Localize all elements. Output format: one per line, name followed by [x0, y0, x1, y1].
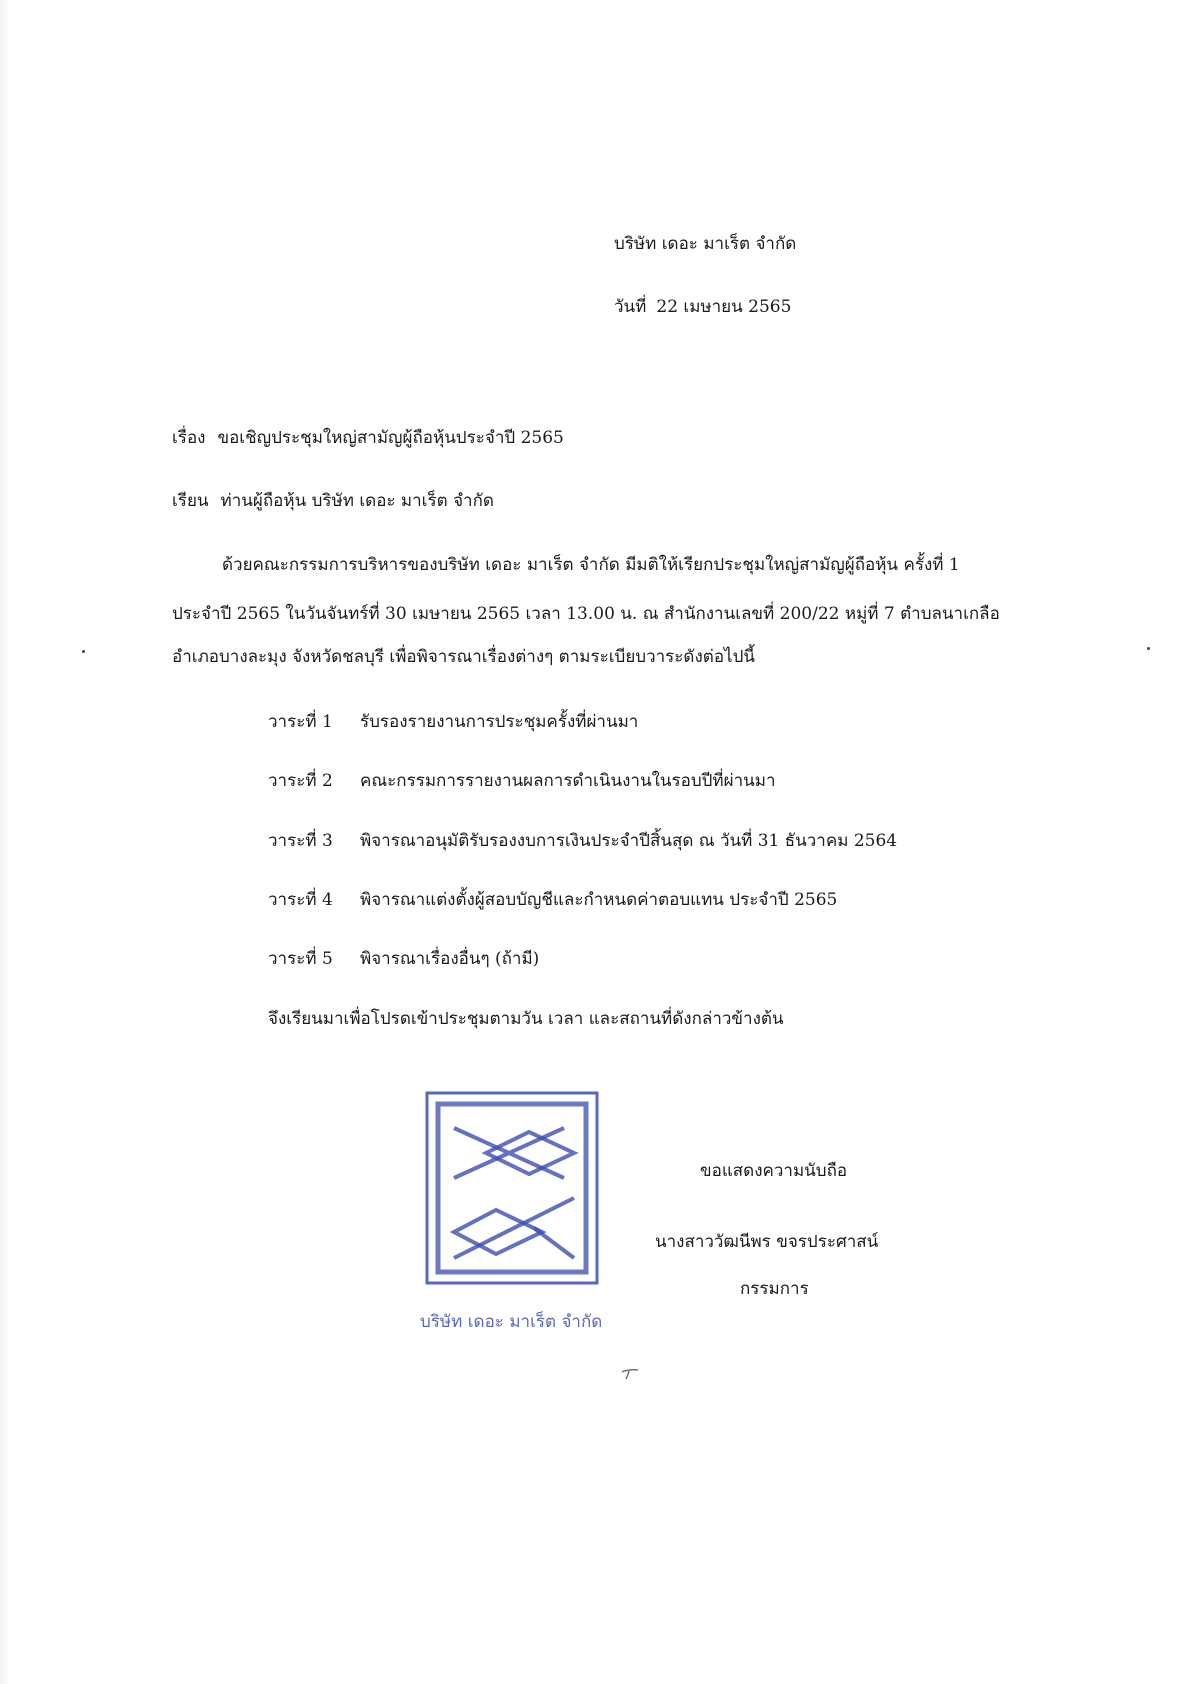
salutation-line: [172, 490, 494, 512]
agenda-number: วาระที่ 3: [268, 831, 333, 851]
agenda-item-2: [268, 770, 776, 792]
date-line: [614, 296, 791, 318]
date-label: วันที่: [614, 297, 647, 317]
scan-edge-shade: [0, 0, 10, 1684]
regards-line: ขอแสดงความนับถือ: [700, 1161, 848, 1181]
signer-name: นางสาววัฒนีพร ขจรประศาสน์: [655, 1232, 879, 1252]
seal-lower-diamond: [454, 1210, 542, 1254]
seal-upper-cross: [454, 1128, 564, 1178]
agenda-text: พิจารณาเรื่องอื่นๆ (ถ้ามี): [360, 949, 540, 969]
agenda-item-3: [268, 830, 897, 852]
seal-lower-tail: [534, 1228, 574, 1258]
seal-caption: บริษัท เดอะ มาเร็ต จำกัด: [420, 1312, 603, 1332]
agenda-number: วาระที่ 5: [268, 949, 333, 969]
agenda-number: วาระที่ 2: [268, 771, 333, 791]
salutation-label: เรียน: [172, 491, 209, 511]
subject-label: เรื่อง: [172, 428, 206, 448]
agenda-item-4: [268, 889, 837, 911]
agenda-number: วาระที่ 4: [268, 890, 333, 910]
salutation-text: ท่านผู้ถือหุ้น บริษัท เดอะ มาเร็ต จำกัด: [220, 491, 494, 511]
signer-title: กรรมการ: [740, 1279, 809, 1299]
body-line-3: อำเภอบางละมุง จังหวัดชลบุรี เพื่อพิจารณาเรื่องต่างๆ ตามระเบียบวาระดังต่อไปนี้: [172, 647, 755, 667]
body-line-2: ประจำปี 2565 ในวันจันทร์ที่ 30 เมษายน 2565 เวลา 13.00 น. ณ สำนักงานเลขที่ 200/22 หมู่ที่ 7 ตำบลนาเกลือ: [172, 604, 1000, 624]
agenda-text: รับรองรายงานการประชุมครั้งที่ผ่านมา: [360, 712, 639, 732]
company-seal: [424, 1090, 600, 1286]
seal-upper-diamond: [486, 1132, 574, 1174]
subject-line: [172, 427, 564, 449]
agenda-text: คณะกรรมการรายงานผลการดำเนินงานในรอบปีที่ผ่านมา: [360, 771, 776, 791]
pen-mark: [620, 1366, 642, 1380]
body-line-1: ด้วยคณะกรรมการบริหารของบริษัท เดอะ มาเร็ต จำกัด มีมติให้เรียกประชุมใหญ่สามัญผู้ถือหุ้น ครั้งที่ 1: [222, 555, 960, 575]
agenda-number: วาระที่ 1: [268, 712, 333, 732]
agenda-item-1: [268, 711, 638, 733]
closing-line: จึงเรียนมาเพื่อโปรดเข้าประชุมตามวัน เวลา และสถานที่ดังกล่าวข้างต้น: [268, 1009, 784, 1029]
scan-speck: [1147, 647, 1150, 650]
agenda-text: พิจารณาอนุมัติรับรองงบการเงินประจำปีสิ้นสุด ณ วันที่ 31 ธันวาคม 2564: [360, 831, 898, 851]
agenda-text: พิจารณาแต่งตั้งผู้สอบบัญชีและกำหนดค่าตอบแทน ประจำปี 2565: [360, 890, 838, 910]
scan-speck: [82, 650, 85, 653]
company-header: บริษัท เดอะ มาเร็ต จำกัด: [614, 234, 797, 254]
agenda-item-5: [268, 948, 539, 970]
subject-text: ขอเชิญประชุมใหญ่สามัญผู้ถือหุ้นประจำปี 2565: [217, 428, 564, 448]
date-value: 22 เมษายน 2565: [656, 297, 792, 317]
